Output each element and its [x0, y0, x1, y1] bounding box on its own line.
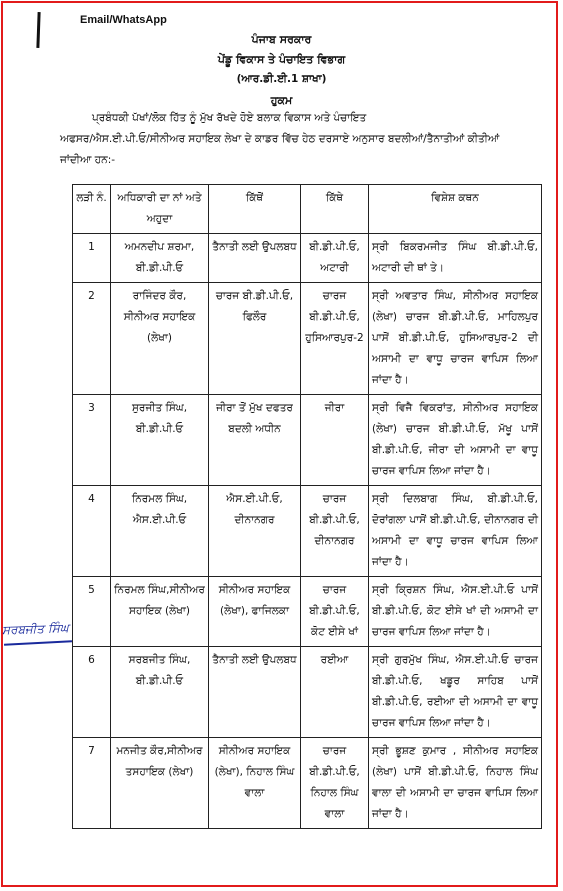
- cell-officer: ਸਰਬਜੀਤ ਸਿੰਘ, ਬੀ.ਡੀ.ਪੀ.ਓ: [111, 647, 209, 738]
- email-label: Email/WhatsApp: [80, 14, 167, 26]
- cell-to: ਚਾਰਜ ਬੀ.ਡੀ.ਪੀ.ਓ, ਦੀਨਾਨਗਰ: [301, 486, 369, 577]
- header-serial: ਲੜੀ ਨੰ.: [73, 185, 111, 234]
- cell-serial: 2: [73, 283, 111, 395]
- table-row: [73, 283, 542, 395]
- table-row: [73, 577, 542, 647]
- cell-to: ਰਈਆ: [301, 647, 369, 738]
- cell-from: ਸੀਨੀਅਰ ਸਹਾਇਕ (ਲੇਖਾ), ਫਾਜਿਲਕਾ: [209, 577, 301, 647]
- cell-to: ਚਾਰਜ ਬੀ.ਡੀ.ਪੀ.ਓ, ਕੋਟ ਈਸੇ ਖਾਂ: [301, 577, 369, 647]
- cell-remarks: ਸ੍ਰੀ ਗੁਰਮੁੱਖ ਸਿੰਘ, ਐਸ.ਈ.ਪੀ.ਓ ਚਾਰਜ ਬੀ.ਡੀ.ਪੀ.ਓ, ਖਡੂਰ ਸਾਹਿਬ ਪਾਸੋਂ ਬੀ.ਡੀ.ਪੀ.ਓ, ਰਈਆ ਦੀ ਅਸਾਮੀ ਦਾ ਵਾਧੂ ਚਾਰਜ ਵਾਪਿਸ ਲਿਆ ਜਾਂਦਾ ਹੈ।: [369, 647, 542, 738]
- cell-from: ਤੈਨਾਤੀ ਲਈ ਉਪਲਬਧ: [209, 234, 301, 283]
- header-order: ਹੁਕਮ: [270, 94, 293, 107]
- cell-officer: ਮਨਜੀਤ ਕੌਰ,ਸੀਨੀਅਰ ਤਸਹਾਇਕ (ਲੇਖਾ): [111, 738, 209, 829]
- header-department: ਪੇਂਡੂ ਵਿਕਾਸ ਤੇ ਪੰਚਾਇਤ ਵਿਭਾਗ: [217, 53, 346, 66]
- cell-remarks: ਸ੍ਰੀ ਬਿਕਰਮਜੀਤ ਸਿੰਘ ਬੀ.ਡੀ.ਪੀ.ਓ, ਅਟਾਰੀ ਦੀ ਥਾਂ ਤੇ।: [369, 234, 542, 283]
- header-from: ਕਿੱਥੋਂ: [209, 185, 301, 234]
- cell-remarks: ਸ੍ਰੀ ਵਿਜੈ ਵਿਕਰਾਂਤ, ਸੀਨੀਅਰ ਸਹਾਇਕ (ਲੇਖਾ) ਚਾਰਜ ਬੀ.ਡੀ.ਪੀ.ਓ, ਮੱਖੂ ਪਾਸੋਂ ਬੀ.ਡੀ.ਪੀ.ਓ, ਜੀਰਾ ਦੀ ਅਸਾਮੀ ਦਾ ਵਾਧੂ ਚਾਰਜ ਵਾਪਿਸ ਲਿਆ ਜਾਂਦਾ ਹੈ।: [369, 395, 542, 486]
- cell-from: ਤੈਨਾਤੀ ਲਈ ਉਪਲਬਧ: [209, 647, 301, 738]
- cell-from: ਐਸ.ਈ.ਪੀ.ਓ, ਦੀਨਾਨਗਰ: [209, 486, 301, 577]
- cell-to: ਚਾਰਜ ਬੀ.ਡੀ.ਪੀ.ਓ, ਨਿਹਾਲ ਸਿੰਘ ਵਾਲਾ: [301, 738, 369, 829]
- cell-officer: ਨਿਰਮਲ ਸਿੰਘ,ਸੀਨੀਅਰ ਸਹਾਇਕ (ਲੇਖਾ): [111, 577, 209, 647]
- cell-officer: ਸੁਰਜੀਤ ਸਿੰਘ, ਬੀ.ਡੀ.ਪੀ.ਓ: [111, 395, 209, 486]
- cell-serial: 3: [73, 395, 111, 486]
- table-row: [73, 738, 542, 829]
- cell-from: ਚਾਰਜ ਬੀ.ਡੀ.ਪੀ.ਓ, ਫਿਲੌਰ: [209, 283, 301, 395]
- cell-officer: ਅਮਨਦੀਪ ਸ਼ਰਮਾ, ਬੀ.ਡੀ.ਪੀ.ਓ: [111, 234, 209, 283]
- header-government: ਪੰਜਾਬ ਸਰਕਾਰ: [251, 33, 312, 46]
- header-to: ਕਿੱਥੇ: [301, 185, 369, 234]
- header-remarks: ਵਿਸ਼ੇਸ਼ ਕਥਨ: [369, 185, 542, 234]
- intro-line-1: ਪ੍ਰਬੰਧਕੀ ਪੱਖਾਂ/ਲੋਕ ਹਿੱਤ ਨੂੰ ਮੁੱਖ ਰੱਖਦੇ ਹੋਏ ਬਲਾਕ ਵਿਕਾਸ ਅਤੇ ਪੰਚਾਇਤ: [92, 112, 367, 124]
- cell-serial: 5: [73, 577, 111, 647]
- cell-to: ਜੀਰਾ: [301, 395, 369, 486]
- cell-officer: ਰਾਜਿੰਦਰ ਕੌਰ, ਸੀਨੀਅਰ ਸਹਾਇਕ (ਲੇਖਾ): [111, 283, 209, 395]
- header-officer: ਅਧਿਕਾਰੀ ਦਾ ਨਾਂ ਅਤੇ ਅਹੁਦਾ: [111, 185, 209, 234]
- table-row: [73, 486, 542, 577]
- cell-from: ਸੀਨੀਅਰ ਸਹਾਇਕ (ਲੇਖਾ), ਨਿਹਾਲ ਸਿੰਘ ਵਾਲਾ: [209, 738, 301, 829]
- intro-line-3: ਜਾਂਦੀਆ ਹਨ:-: [60, 154, 116, 166]
- cell-serial: 1: [73, 234, 111, 283]
- margin-handwritten-note: ਸਰਬਜੀਤ ਸਿੰਘ: [1, 620, 69, 638]
- intro-line-2: ਅਫਸਰ/ਐਸ.ਈ.ਪੀ.ਓ/ਸੀਨੀਅਰ ਸਹਾਇਕ ਲੇਖਾ ਦੇ ਕਾਡਰ ਵਿੱਚ ਹੇਠ ਦਰਸਾਏ ਅਨੁਸਾਰ ਬਦਲੀਆਂ/ਤੈਨਾਤੀਆਂ ਕੀਤੀਆਂ: [60, 133, 500, 145]
- cell-serial: 6: [73, 647, 111, 738]
- cell-to: ਚਾਰਜ ਬੀ.ਡੀ.ਪੀ.ਓ, ਹੁਸਿਆਰਪੁਰ-2: [301, 283, 369, 395]
- cell-remarks: ਸ੍ਰੀ ਦਿਲਬਾਗ ਸਿੰਘ, ਬੀ.ਡੀ.ਪੀ.ਓ, ਦੋਰਾਂਗਲਾ ਪਾਸੋਂ ਬੀ.ਡੀ.ਪੀ.ਓ, ਦੀਨਾਨਗਰ ਦੀ ਅਸਾਮੀ ਦਾ ਵਾਧੂ ਚਾਰਜ ਵਾਪਿਸ ਲਿਆ ਜਾਂਦਾ ਹੈ।: [369, 486, 542, 577]
- cell-to: ਬੀ.ਡੀ.ਪੀ.ਓ, ਅਟਾਰੀ: [301, 234, 369, 283]
- table-header-row: [73, 185, 542, 234]
- cell-remarks: ਸ੍ਰੀ ਭੂਸ਼ਣ ਕੁਮਾਰ , ਸੀਨੀਅਰ ਸਹਾਇਕ (ਲੇਖਾ) ਪਾਸੋਂ ਬੀ.ਡੀ.ਪੀ.ਓ, ਨਿਹਾਲ ਸਿੰਘ ਵਾਲਾ ਦੀ ਅਸਾਮੀ ਦਾ ਚਾਰਜ ਵਾਪਿਸ ਲਿਆ ਜਾਂਦਾ ਹੈ।: [369, 738, 542, 829]
- table-row: [73, 395, 542, 486]
- cell-serial: 7: [73, 738, 111, 829]
- cell-officer: ਨਿਰਮਲ ਸਿੰਘ, ਐਸ.ਈ.ਪੀ.ਓ: [111, 486, 209, 577]
- cell-remarks: ਸ੍ਰੀ ਕ੍ਰਿਸ਼ਨ ਸਿੰਘ, ਐਸ.ਈ.ਪੀ.ਓ ਪਾਸੋਂ ਬੀ.ਡੀ.ਪੀ.ਓ, ਕੋਟ ਈਸੇ ਖਾਂ ਦੀ ਅਸਾਮੀ ਦਾ ਚਾਰਜ ਵਾਪਿਸ ਲਿਆ ਜਾਂਦਾ ਹੈ।: [369, 577, 542, 647]
- cell-serial: 4: [73, 486, 111, 577]
- cell-from: ਜੀਰਾ ਤੋਂ ਮੁੱਖ ਦਫਤਰ ਬਦਲੀ ਅਧੀਨ: [209, 395, 301, 486]
- cell-remarks: ਸ੍ਰੀ ਅਵਤਾਰ ਸਿੰਘ, ਸੀਨੀਅਰ ਸਹਾਇਕ (ਲੇਖਾ) ਚਾਰਜ ਬੀ.ਡੀ.ਪੀ.ਓ, ਮਾਹਿਲਪੁਰ ਪਾਸੋਂ ਬੀ.ਡੀ.ਪੀ.ਓ, ਹੁਸਿਆਰਪੁਰ-2 ਦੀ ਅਸਾਮੀ ਦਾ ਵਾਧੂ ਚਾਰਜ ਵਾਪਿਸ ਲਿਆ ਜਾਂਦਾ ਹੈ।: [369, 283, 542, 395]
- header-branch: (ਆਰ.ਡੀ.ਈ.1 ਸ਼ਾਖਾ): [236, 73, 327, 85]
- transfer-table: [72, 184, 542, 829]
- table-row: [73, 234, 542, 283]
- table-row: [73, 647, 542, 738]
